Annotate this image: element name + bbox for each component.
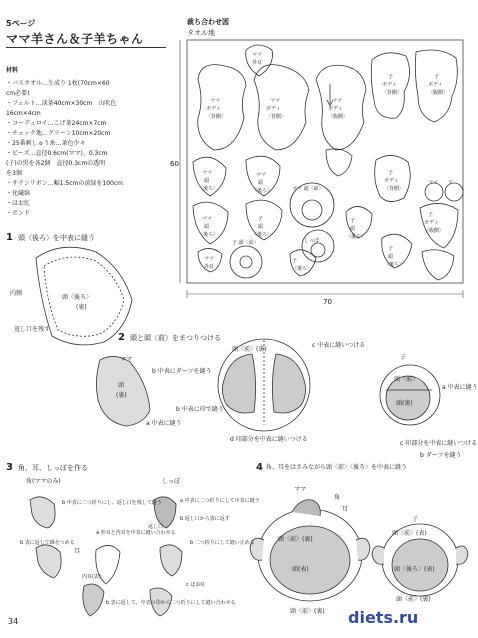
piece-label: ボディ — [384, 178, 399, 184]
step4-caption: 角、耳をはさみながら頭〈前〉〈後ろ〉を中表に縫う — [266, 464, 408, 471]
piece-label: 〈後ろ〉 — [346, 234, 367, 240]
piece-label: 子 — [448, 180, 454, 186]
piece-label: 〈後ろ〉 — [384, 262, 405, 268]
layout-frame — [187, 40, 463, 283]
step1-number: 1 — [6, 232, 13, 243]
piece-body-back — [254, 65, 309, 150]
piece-label: 〈腹側〉 — [328, 114, 349, 120]
piece-label: ボディ — [266, 106, 281, 112]
step3-tail-leave: 返し口 — [148, 524, 164, 530]
step4-mama-label: ママ — [294, 486, 307, 493]
piece-label: ボディ — [428, 82, 443, 88]
piece-label: 頭 — [204, 224, 210, 230]
step2-number: 2 — [118, 332, 125, 343]
step4-ko-head-front: 頭〈前〉(表) — [392, 530, 427, 537]
step4-ear-label: 耳 — [342, 506, 349, 513]
step2-sew-center: a 中表に縫う — [146, 420, 182, 427]
step1-piece-label: 頭〈後ろ〉 — [62, 294, 93, 301]
page-number: 34 — [8, 617, 19, 626]
piece-label: 頭 — [388, 254, 394, 260]
piece-label: ボディ — [382, 82, 397, 88]
step2-midfold: b 中表に印で縫う — [176, 406, 224, 413]
step4-head-rev: 頭(表) — [292, 566, 309, 573]
piece-label: 外耳 — [252, 60, 263, 66]
piece-label: ママ — [210, 98, 221, 104]
materials-title: 材料 — [6, 67, 19, 74]
piece-label: 〈後ろ〉 — [252, 188, 273, 194]
step3-tail-fold: a 中表に二つ折りにして中表に縫う — [180, 498, 260, 504]
material-item: ・ビーズ…直径0.6cm(ママ)、0.3cm — [6, 150, 108, 157]
piece-label: 子 — [258, 216, 264, 222]
step2-head-rev: (裏) — [116, 392, 127, 399]
material-item: ・フェルト…淡茶40cm×30cm 山吹色 — [6, 100, 117, 107]
piece-label: 子 — [388, 170, 394, 176]
step2-mark-center: d 印部分を中表に縫いつける — [230, 436, 308, 443]
piece-label: しっぽ — [304, 238, 320, 244]
step1-piece-sub: (裏) — [76, 304, 87, 311]
step2-attach-center: c 中表に縫いつける — [312, 342, 366, 349]
material-item: ・コーデュロイ…こげ茶24cm×7cm — [6, 120, 107, 127]
step2-ko-darts: b ダーツを縫う — [420, 452, 462, 459]
piece-label: 頭 — [350, 226, 356, 232]
piece-label: ボディ — [206, 106, 221, 112]
step1-caption: 頭〈後ろ〉を中表に縫う — [18, 234, 95, 242]
piece-head-front-inner — [302, 200, 322, 220]
step3-number: 3 — [6, 462, 13, 473]
piece-label: ママ — [332, 98, 343, 104]
piece-label: 〈背側〉 — [382, 90, 403, 96]
step3-ear-fold: b 二つ折りにして縫い止める — [190, 540, 255, 546]
site-logo: diets.ru — [348, 608, 419, 627]
material-item: ・バスタオル…生成り 1枚(70cm×60 — [6, 80, 110, 87]
step3-ear-inner: 内耳(表) — [82, 574, 101, 580]
piece-label: 子 — [428, 212, 434, 218]
material-item: ・化繊綿 — [6, 190, 31, 197]
material-item: ・サテンリボン…幅1.5cmの黄緑を100cm — [6, 180, 123, 187]
piece-label: 子 — [350, 218, 356, 224]
piece-label: 頭 — [204, 178, 210, 184]
layout-title: 裁ち合わせ図 — [187, 18, 229, 26]
step2-darts: b 中表にダーツを縫う — [152, 368, 212, 375]
step2-ko-label: 子 — [400, 354, 407, 361]
step2-mama-label: ママ — [120, 356, 133, 363]
material-item: ・チェック地…グリーン10cm×20cm — [6, 130, 111, 137]
step3-horn-turn: b 表に返して綿をつめる — [20, 540, 75, 546]
piece-label: 〈背側〉 — [206, 114, 227, 120]
layout-subtitle: タオル地 — [187, 29, 215, 37]
piece-label: ボディ — [424, 220, 439, 226]
step2-mama-top: 頭〈前〉(裏) — [232, 346, 267, 353]
step1-open-label: 返し口を残す — [14, 326, 51, 333]
piece-label: 〈後ろ〉 — [252, 232, 273, 238]
piece-label: ママ 頭〈前〉 — [292, 186, 324, 192]
material-item: を3個 — [6, 170, 22, 177]
piece-label: ママ — [428, 180, 439, 186]
step4-head-front-rev: 頭〈前〉(裏) — [278, 536, 313, 543]
material-item: ・ボンド — [6, 210, 31, 217]
step4-number: 4 — [256, 462, 263, 473]
material-item: cm必要) — [6, 90, 30, 97]
piece-label: 頭 — [258, 180, 264, 186]
step2-ko-sew: a 中表に縫う — [442, 384, 478, 391]
material-item: 16cm×4cm — [6, 110, 41, 117]
piece-label: 〈腹側〉 — [428, 90, 449, 96]
piece-label: ママ — [270, 98, 281, 104]
step1-fold-label: 内側 — [10, 290, 23, 297]
piece-label: ママ — [202, 216, 213, 222]
piece-label: ママ — [252, 52, 263, 58]
piece-label: 〈後ろ〉 — [198, 232, 219, 238]
step4-horn-label: 角 — [334, 494, 341, 501]
height-label: 60 — [170, 160, 179, 168]
piece-label: 頭 — [258, 224, 264, 230]
piece-label: ママ — [202, 170, 213, 176]
step4-ko-bottom: 頭〈前〉(裏) — [396, 596, 431, 603]
step3-horn-label: 角(ママのみ) — [26, 478, 61, 485]
page-label: 5ページ — [6, 19, 36, 28]
step4-diagram — [250, 500, 468, 601]
step4-ko-head-back: 頭〈後ろ〉(表) — [394, 566, 435, 573]
step2-ko-top: 頭〈前〉 — [394, 376, 419, 383]
step3-diagram — [30, 497, 182, 616]
step4-ko-label: 子 — [412, 516, 419, 523]
piece-label: 〈後ろ〉 — [198, 186, 219, 192]
piece-label: ママ — [256, 172, 267, 178]
piece-label: ボディ — [328, 106, 343, 112]
piece-label: 子 — [292, 258, 298, 264]
piece-label: 外耳 — [204, 264, 215, 270]
step2-diagram — [96, 339, 440, 431]
width-label: 70 — [323, 298, 332, 306]
piece-label: 〈背側〉 — [266, 114, 287, 120]
step2-head-label: 頭 — [118, 382, 125, 389]
piece-label: 〈腹側〉 — [424, 228, 445, 234]
step3-caption: 角、耳、しっぽを作る — [18, 464, 88, 472]
material-item: (子)の黒を各2個 直径0.3cmの透明 — [6, 160, 106, 167]
step2-ko-mark: c 印部分を中表に縫いつける — [400, 440, 478, 447]
page-title: ママ羊さん＆子羊ちゃん — [6, 32, 144, 46]
step3-tail-label: しっぽ — [162, 478, 181, 485]
material-item: ・25番刺しゅう糸…茶色少々 — [6, 140, 86, 147]
material-item: ・ほお紅 — [6, 200, 31, 207]
step2-caption: 頭と頭〈前〉をまつりつける — [130, 334, 221, 342]
piece-label: 子 — [434, 74, 440, 80]
piece-label: 子 頭〈前〉 — [232, 240, 259, 246]
step3-ear-outer: a 外耳と内耳を中表に縫い合わせる — [96, 530, 176, 536]
step3-horn-fold: b 中表に二つ折りにし、返し口を残して縫う — [62, 500, 162, 506]
step2-ko-inner: 頭(裏) — [396, 400, 413, 407]
piece-label: 〈背側〉 — [384, 186, 405, 192]
piece-label: 子 — [388, 74, 394, 80]
step3-ear-turn: b 表に返して、中表の印から二つ折りにして縫い合わせる — [106, 600, 236, 606]
piece-label: ママ — [204, 256, 215, 262]
piece-label: 子 — [388, 246, 394, 252]
piece-label: 〈後ろ〉 — [292, 266, 313, 272]
step4-mama-bottom: 頭〈前〉(裏) — [290, 608, 325, 615]
step3-ear-blush: c ほお紅 — [186, 582, 206, 588]
step3-ear-label: 耳 — [74, 548, 81, 555]
step3-tail-turn: b 返し口から表に返す — [180, 516, 230, 522]
